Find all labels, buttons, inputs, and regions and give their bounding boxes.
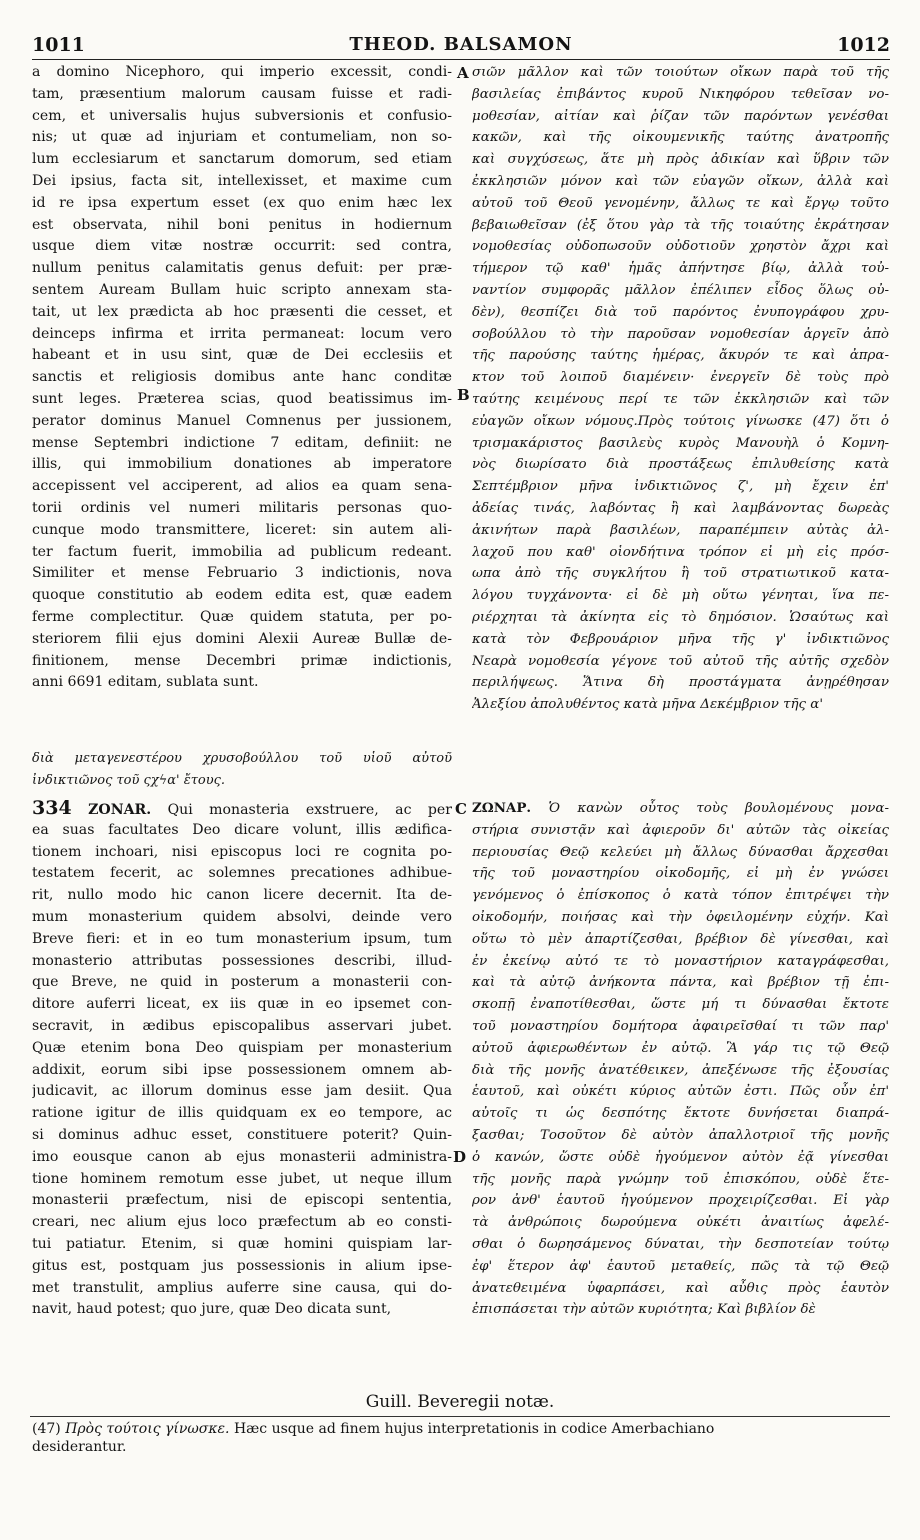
zonaras-greek-line: οἰκοδομήν, ποιήσας καὶ τὴν ὀφειλομένην εὐχήν. Καὶ — [472, 909, 889, 925]
greek-overflow-lines — [32, 748, 452, 792]
margin-letter-a: A — [457, 64, 469, 82]
greek-text-line: νὸς διωρίσατο διὰ προστάξεως ἐπιλυθείσης κατὰ — [472, 457, 889, 473]
latin-text-line: cem, et universalis hujus subversionis et confusio- — [32, 107, 452, 124]
zonaras-latin-line: rit, nullo modo hic canon licere decernit. Ita de- — [32, 887, 452, 904]
greek-text-line: δὲν), θεσπίζει διὰ τοῦ παρόντος ἐνυπογράφου χρυ- — [472, 304, 889, 320]
page-number-left: 1011 — [32, 34, 85, 56]
footnote-greek: Πρὸς τούτοις γίνωσκε. — [65, 1421, 230, 1437]
footnote-ref: (47) — [32, 1421, 61, 1437]
greek-text-line: καὶ συγχύσεως, ἅτε μὴ πρὸς ἀδικίαν καὶ ὕβριν τῶν — [472, 152, 889, 168]
zonaras-latin-heading: ZONAR. — [88, 802, 152, 818]
latin-text-line: sentem Auream Bullam huic scripto annexam sta- — [32, 281, 452, 298]
zonaras-latin-line: ratione igitur de illis quidquam ex eo tempore, ac — [32, 1105, 452, 1122]
greek-column-top — [472, 62, 889, 716]
latin-text-line: est observata, nihil boni penitus in hodiernum — [32, 216, 452, 233]
zonaras-greek-first-line: ΖΩΝΑΡ. Ὁ κανὼν οὗτος τοὺς βουλομένους μονα- — [472, 800, 889, 816]
greek-text-line: ριέρχηται τὰ ἀκίνητα εἰς τὸ δημόσιον. Ὡσαύτως καὶ — [472, 609, 889, 625]
zonaras-latin-first-line: 334 ZONAR. Qui monasteria exstruere, ac per — [32, 798, 452, 819]
zonaras-latin-line: monasterio attributas possessiones describi, illud- — [32, 952, 452, 969]
greek-overflow-line: διὰ μεταγενεστέρου χρυσοβούλλου τοῦ υἱοῦ αὐτοῦ — [32, 751, 452, 766]
greek-text-line: μοθεσίαν, αἰτίαν καὶ ῥίζαν τῶν παρόντων γενέσθαι — [472, 108, 889, 124]
latin-text-line: tait, ut lex prædicta ab hoc præsenti die cesset, et — [32, 303, 452, 320]
running-title: THEOD. BALSAMON — [349, 34, 573, 55]
latin-text-line: Dei ipsius, facta sit, intellexisset, et maxime cum — [32, 172, 452, 189]
zonaras-latin-line: secravit, in ædibus episcopalibus asservari jubet. — [32, 1017, 452, 1034]
latin-text-line: habeant et in usu sint, quæ de Dei ecclesiis et — [32, 347, 452, 364]
latin-column-top — [32, 62, 452, 694]
zonaras-latin-line: judicavit, ac illorum dominus esse jam desiit. Qua — [32, 1083, 452, 1100]
latin-text-line: nis; ut quæ ad injuriam et contumeliam, non so- — [32, 129, 452, 146]
header-rule — [32, 59, 890, 60]
greek-text-line: ἀκινήτων παρὰ βασιλέων, παραπέμπειν αὐτὰς ἀλ- — [472, 522, 889, 538]
canon-number: 334 — [32, 798, 72, 819]
latin-text-line: cunque modo transmittere, liceret: sin autem ali- — [32, 521, 452, 538]
zonaras-greek-line: ρον ἀνθ' ἑαυτοῦ ἡγούμενον προχειρίζεσθαι. Εἰ γὰρ — [472, 1193, 889, 1209]
greek-text-line: ἀδείας τινάς, λαβόντας ἢ καὶ λαμβάνοντας δωρεὰς — [472, 500, 889, 516]
zonaras-latin-line: ditore auferri liceat, ex iis quæ in eo ipsemet con- — [32, 996, 452, 1013]
latin-text-line: accepissent vel acciperent, ad alios ea quam sena- — [32, 478, 452, 495]
greek-text-line: Νεαρὰ νομοθεσία γέγονε τοῦ αὐτοῦ τῆς αὐτῆς σχεδὸν — [472, 653, 889, 669]
greek-text-line: σιῶν μᾶλλον καὶ τῶν τοιούτων οἴκων παρὰ τοῦ τῆς — [472, 65, 889, 80]
zonaras-greek-line: αὐτοῦ ἀφιερωθέντων ἐν αὐτῷ. Ἃ γάρ τις τῷ Θεῷ — [472, 1040, 889, 1056]
latin-text-line: finitionem, mense Decembri primæ indictionis, — [32, 652, 452, 669]
zonaras-latin-line: mum monasterium quidem absolvi, deinde vero — [32, 908, 452, 925]
zonaras-latin-line: tui patiatur. Etenim, si quæ homini quispiam lar- — [32, 1235, 452, 1252]
zonaras-latin-line: monasterii præfectum, nisi de episcopi sententia, — [32, 1192, 452, 1209]
margin-letter-d: D — [453, 1148, 467, 1166]
latin-text-line: perator dominus Manuel Comnenus per jussionem, — [32, 412, 452, 429]
zonaras-greek-line: σκοπῇ ἐναποτίθεσθαι, ὥστε μή τι δύνασθαι ἔκτοτε — [472, 997, 889, 1013]
greek-text-line: κακῶν, καὶ τῆς οἰκουμενικῆς ταύτης ἀνατροπῆς — [472, 130, 889, 146]
zonaras-latin-line: que Breve, ne quid in posterum a monasterii con- — [32, 974, 452, 991]
greek-text-line: λόγου τυγχάνοντα· εἰ δὲ μὴ οὕτω γένηται, ἵνα πε- — [472, 588, 889, 604]
zonaras-greek-line: ξασθαι; Τοσοῦτον δὲ αὐτὸν ἀπαλλοτριοῖ τῆς μονῆς — [472, 1127, 889, 1143]
greek-text-line: βασιλείας ἐπιβάντος κυροῦ Νικηφόρου τεθεῖσαν νο- — [472, 86, 889, 102]
zonaras-greek-line: ἐφ' ἕτερον ἀφ' ἑαυτοῦ μεταθείς, πῶς τὰ τῷ Θεῷ — [472, 1258, 889, 1274]
zonaras-greek-line: τοῦ μοναστηρίου δομήτορα ἀφαιρεῖσθαί τι τῶν παρ' — [472, 1018, 889, 1034]
zonaras-greek-line: περιουσίας Θεῷ κελεύει μὴ ἄλλως δύνασθαι ἄρχεσθαι — [472, 844, 889, 860]
zonaras-greek-line: οὕτω τὸ μὲν ἀπαρτίζεσθαι, βρέβιον δὲ γίνεσθαι, καὶ — [472, 931, 889, 947]
zonaras-greek-heading: ΖΩΝΑΡ. — [472, 800, 532, 816]
latin-text-line: usque diem vitæ nostræ occurrit: sed contra, — [32, 238, 452, 255]
greek-text-line: νομοθεσίας οὐδοπωσοῦν οὐδοτιοῦν χρηστὸν ἄχρι καὶ — [472, 239, 889, 255]
greek-text-line: περιλήψεως. Ἅτινα δὴ προστάγματα ἀνῃρέθησαν — [472, 675, 889, 691]
greek-text-line: ταύτης κειμένους περί τε τῶν ἐκκλησιῶν καὶ τῶν — [472, 391, 889, 407]
zonaras-latin-line: Quæ etenim bona Deo quispiam per monasterium — [32, 1039, 452, 1056]
latin-text-line: mense Septembri indictione 7 editam, definiit: ne — [32, 434, 452, 451]
zonaras-greek-line: τὰ ἀνθρώποις δωρούμενα οὐκέτι ἀναιτίως ἀφελέ- — [472, 1215, 889, 1231]
latin-text-line: steriorem filii ejus domini Alexii Aureæ Bullæ de- — [32, 630, 452, 647]
greek-text-line: ωπα ἀπὸ τῆς συγκλήτου ἢ τοῦ στρατιωτικοῦ κατα- — [472, 566, 889, 582]
latin-text-line: sunt leges. Præterea scias, quod beatissimus im- — [32, 390, 452, 407]
page-number-right: 1012 — [837, 34, 890, 56]
zonaras-latin-line: creari, nec alium ejus loco præfectum ab eo consti- — [32, 1214, 452, 1231]
zonaras-latin-line: tionem inchoari, nisi episcopus loci re cognita po- — [32, 843, 452, 860]
greek-column-bottom — [472, 798, 889, 1321]
greek-overflow-line: ἰνδικτιῶνος τοῦ ςχϟα' ἔτους. — [32, 772, 226, 788]
zonaras-greek-line: ἑαυτοῦ, καὶ οὐκέτι κύριος αὐτῶν ἐστι. Πῶς οὖν ἐπ' — [472, 1084, 889, 1100]
zonaras-latin-line: si dominus adhuc esset, constituere poterit? Quin- — [32, 1126, 452, 1143]
greek-text-line: τήμερον τῷ καθ' ἡμᾶς ἀπήντησε βίῳ, ἀλλὰ τοὐ- — [472, 261, 889, 277]
zonaras-greek-line: αὐτοῖς τι ὡς δεσπότης ἔκτοτε δυνήσεται διαπρά- — [472, 1106, 889, 1122]
zonaras-latin-line: Breve fieri: et in eo tum monasterium ipsum, tum — [32, 930, 452, 947]
margin-letter-c: C — [455, 800, 467, 818]
latin-text-line: quoque constitutio ab eodem edita est, quæ eadem — [32, 587, 452, 604]
footnote-text: Hæc usque ad finem hujus interpretationis in codice Amerbachiano — [233, 1421, 715, 1437]
greek-text-line: βεβαιωθεῖσαν (ἐξ ὅτου γὰρ τὰ τῆς τοιαύτης ἐκράτησαν — [472, 217, 889, 233]
zonaras-latin-line: gitus est, postquam jus possessionis in alium ipse- — [32, 1257, 452, 1274]
greek-text-line: αὐτοῦ τοῦ Θεοῦ γενομένην, ἄλλως τε καὶ ἔργῳ τοῦτο — [472, 195, 889, 211]
zonaras-greek-line: διὰ τῆς μονῆς ἀνατέθεικεν, ἀπεξένωσε τῆς ἐξουσίας — [472, 1062, 889, 1078]
zonaras-latin-line: met transtulit, amplius auferre sine causa, qui do- — [32, 1279, 452, 1296]
greek-text-line: εὐαγῶν οἴκων νόμους.Πρὸς τούτοις γίνωσκε (47) ὅτι ὁ — [472, 413, 889, 429]
notes-rule — [30, 1416, 890, 1417]
zonaras-latin-line: imo eousque canon ab ejus monasterii administra- — [32, 1148, 452, 1165]
zonaras-greek-line: σθαι ὁ δωρησάμενος δύναται, τὴν δεσποτείαν τούτῳ — [472, 1236, 889, 1252]
greek-text-line: Ἀλεξίου ἀπολυθέντος κατὰ μῆνα Δεκέμβριον τῆς α' — [472, 697, 824, 713]
latin-text-line: id re ipsa expertum esset (ex quo enim hæc lex — [32, 194, 452, 211]
zonaras-latin-line: tione hominem remotum esse jubet, ut neque illum — [32, 1170, 452, 1187]
latin-text-line: lum ecclesiarum et sanctarum domorum, sed etiam — [32, 151, 452, 168]
footnote-47 — [32, 1420, 892, 1456]
greek-text-line: ἐκκλησιῶν μόνον καὶ τῶν εὐαγῶν οἴκων, ἀλλὰ καὶ — [472, 173, 889, 189]
zonaras-greek-line: γενόμενος ὁ ἐπίσκοπος ὁ κατὰ τόπον ἐπιτρέψει τὴν — [472, 888, 889, 904]
zonaras-greek-line: τῆς τοῦ μοναστηρίου οἰκοδομῆς, εἰ μὴ ἐν γνώσει — [472, 866, 889, 882]
greek-text-line: ναντίον συμφορᾶς μᾶλλον ἐπέλιπεν εἶδος ὅλως οὐ- — [472, 282, 889, 298]
greek-text-line: τῆς παρούσης ταύτης ἡμέρας, ἄκυρόν τε καὶ ἀπρα- — [472, 348, 889, 364]
greek-text-line: τρισμακάριστος βασιλεὺς κυρὸς Μανουὴλ ὁ Κομνη- — [472, 435, 889, 451]
latin-text-line: deinceps infirma et irrita permaneat: locum vero — [32, 325, 452, 342]
latin-text-line: torii ordinis vel numeri militaris personas quo- — [32, 499, 452, 516]
latin-column-bottom — [32, 798, 452, 1321]
latin-text-line: sanctis et religiosis domibus ante hanc conditæ — [32, 369, 452, 386]
latin-text-line: Similiter et mense Februario 3 indictionis, nova — [32, 565, 452, 582]
page-header — [32, 22, 890, 62]
zonaras-latin-line: addixit, eorum sibi ipse possessionem omnem ab- — [32, 1061, 452, 1078]
greek-text-line: κτον τοῦ λοιποῦ διαμένειν· ἐνεργεῖν δὲ τοὺς πρὸ — [472, 370, 889, 386]
latin-text-line: tam, præsentium malorum causam fuisse et radi- — [32, 85, 452, 102]
zonaras-greek-line: ἀνατεθειμένα ὑφαρπάσει, καὶ αὖθις πρὸς ἑαυτὸν — [472, 1280, 889, 1296]
zonaras-greek-line: καὶ τὰ αὐτῷ ἀνήκοντα πάντα, καὶ βρέβιον τῇ ἐπι- — [472, 975, 889, 991]
footnote-text-2: desiderantur. — [32, 1439, 127, 1455]
greek-text-line: λαχοῦ που καθ' οἱονδήτινα τρόπον εἰ μὴ εἰς πρόσ- — [472, 544, 889, 560]
latin-text-line: ter factum fuerit, immobilia ad publicum redeant. — [32, 543, 452, 560]
latin-text-line: nullum penitus calamitatis genus defuit: per præ- — [32, 260, 452, 277]
greek-text-line: σοβούλλου τὸ τὴν παροῦσαν νομοθεσίαν ἀργεῖν ἀπὸ — [472, 326, 889, 342]
zonaras-greek-line: ὁ κανών, ὥστε οὐδὲ ἡγούμενον αὐτὸν ἐᾷ γίνεσθαι — [472, 1149, 889, 1165]
zonaras-greek-line: τῆς μονῆς παρὰ γνώμην τοῦ ἐπισκόπου, οὐδὲ ἕτε- — [472, 1171, 889, 1187]
zonaras-latin-line: testatem fecerit, ac solemnes precationes adhibue- — [32, 865, 452, 882]
greek-text-line: κατὰ τὸν Φεβρουάριον μῆνα τῆς γ' ἰνδικτιῶνος — [472, 631, 889, 647]
zonaras-greek-line: ἐπισπάσεται τὴν αὐτῶν κυριότητα; Καὶ βιβλίον δὲ — [472, 1302, 816, 1318]
latin-text-line: illis, qui immobilium donationes ab imperatore — [32, 456, 452, 473]
notes-title: Guill. Beveregii notæ. — [365, 1392, 555, 1412]
latin-text-line: a domino Nicephoro, qui imperio excessit, condi- — [32, 64, 452, 80]
zonaras-latin-line: navit, haud potest; quo jure, quæ Deo dicata sunt, — [32, 1301, 392, 1318]
latin-text-line: ferme complectitur. Quæ quidem statuta, per po- — [32, 608, 452, 625]
latin-text-line: anni 6691 editam, sublata sunt. — [32, 674, 259, 691]
zonaras-greek-line: ἐν ἐκείνῳ αὐτό τε τὸ μοναστήριον καταγράφεσθαι, — [472, 953, 889, 969]
zonaras-latin-line: ea suas facultates Deo dicare volunt, illis ædifica- — [32, 821, 452, 838]
zonaras-greek-line: στήρια συνιστᾷν καὶ ἀφιεροῦν δι' αὐτῶν τὰς οἰκείας — [472, 822, 889, 838]
greek-text-line: Σεπτέμβριον μῆνα ἰνδικτιῶνος ζ', μὴ ἔχειν ἐπ' — [472, 479, 889, 495]
margin-letter-b: B — [457, 386, 470, 404]
